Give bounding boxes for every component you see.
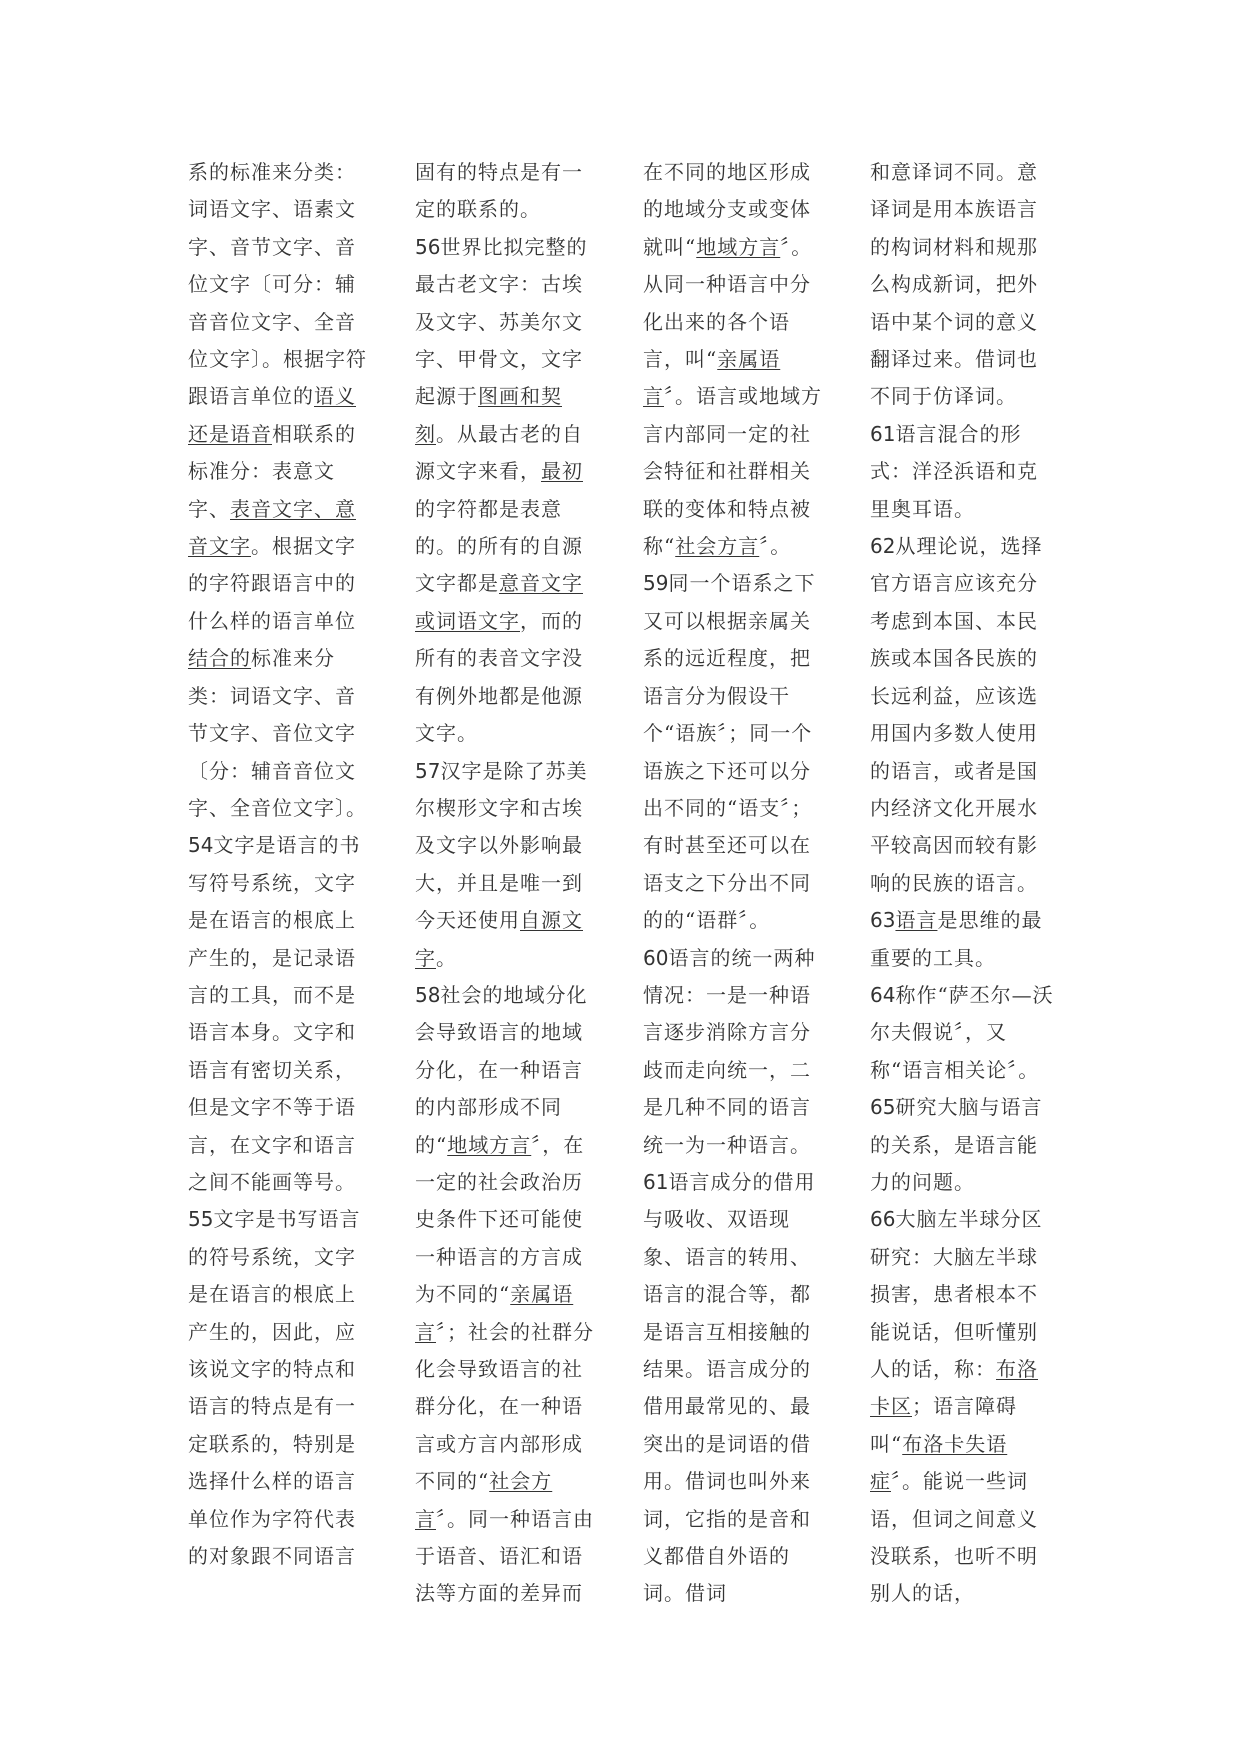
paragraph-text: 语言成分的借用与吸收、双语现象、语言的转用、语言的混合等，都是语言互相接触的结果。语言成分的借用最常见的、最突出的是词语的借用。借词也叫外来词，它指的是音和义都借自外语的词。借词 <box>643 1169 816 1606</box>
item-number: 58 <box>415 982 441 1007</box>
paragraph-text: 从理论说，选择官方语言应该充分考虑到本国、本民族或本国各民族的长远利益，应该选用国内多数人使用的语言，或者是国内经济文化开展水平较高因而较有影响的民族的语言。 <box>870 534 1043 895</box>
paragraph-text: 。从最古老的自源文字来看， <box>415 421 583 484</box>
paragraph-text: 大脑左半球分区研究：大脑左半球损害，患者根本不能说话，但听懂别人的话，称： <box>870 1207 1043 1381</box>
paragraph-text: ；语言障碍叫“ <box>870 1394 1017 1456</box>
paragraph-text: 〞。 <box>759 534 792 559</box>
paragraph-text: 〞。语言或地域方言内部同一定的社会特征和社群相关联的变体和特点被称“ <box>643 384 822 559</box>
text-column-4 <box>870 154 1056 1613</box>
paragraph-text: 〞。从同一种语言中分化出来的各个语言，叫“ <box>643 234 813 372</box>
underlined-term: 社会方言 <box>415 1469 553 1531</box>
paragraph-text: 世界比拟完整的最古老文字：古埃及文字、苏美尔文字、甲骨文，文字起源于 <box>415 234 588 409</box>
underlined-term: 地域方言 <box>696 234 781 259</box>
paragraph-text: 系的标准来分类：词语文字、语素文字、音节文字、音位文字〔可分：辅音音位文字、全音位文字〕。根据字符跟语言单位的 <box>188 160 367 409</box>
item-number: 63 <box>870 908 896 933</box>
item-number: 55 <box>188 1207 214 1232</box>
text-column-2 <box>415 154 601 1613</box>
item-number: 64 <box>870 982 896 1007</box>
underlined-term: 意音文字或词语文字 <box>415 571 583 633</box>
paragraph-text: 。根据文字的字符跟语言中的什么样的语言单位 <box>188 534 356 633</box>
paragraph-text: 文字是书写语言的符号系统，文字是在语言的根底上产生的，因此，应该说文字的特点和语言的特点是有一定联系的，特别是选择什么样的语言单位作为字符代表的对象跟不同语言 <box>188 1207 361 1569</box>
underlined-term: 语义还是语音 <box>188 384 356 446</box>
paragraph-text: 的字符都是表意的。的所有的自源文字都是 <box>415 496 583 596</box>
item-number: 62 <box>870 534 896 559</box>
paragraph-text: 〞；社会的社群分化会导致语言的社群分化，在一种语言或方言内部形成不同的“ <box>415 1319 594 1494</box>
underlined-term: 亲属语言 <box>643 347 781 409</box>
underlined-term: 结合的 <box>188 646 251 671</box>
underlined-term: 布洛卡失语症 <box>870 1431 1008 1494</box>
paragraph-text: 。 <box>436 945 457 970</box>
item-number: 66 <box>870 1207 896 1232</box>
underlined-term: 最初 <box>541 459 583 484</box>
paragraph-text: 语言的统一两种情况：一是一种语言逐步消除方言分歧而走向统一，二是几种不同的语言统一为一种语言。 <box>643 945 816 1157</box>
underlined-term: 图画和契刻 <box>415 384 562 446</box>
paragraph-text: 标准来分类：词语文字、音节文字、音位文字〔分：辅音音位文字、全音位文字〕。 <box>188 646 367 820</box>
underlined-term: 表音文字、意音文字 <box>188 496 356 559</box>
paragraph-text: ，而的所有的表音文字没有例外地都是他源文字。 <box>415 608 583 746</box>
paragraph-text: 〞。能说一些词语，但词之间意义没联系，也听不明别人的话， <box>870 1469 1038 1606</box>
underlined-term: 地域方言 <box>447 1132 532 1157</box>
text-column-3 <box>643 154 829 1613</box>
item-number: 54 <box>188 833 214 858</box>
paragraph-text: 〞。同一种语言由于语音、语汇和语法等方面的差异而 <box>415 1506 594 1606</box>
paragraph-text: 相联系的标准分：表意文字、 <box>188 421 356 521</box>
paragraph-text: 同一个语系之下又可以根据亲属关系的远近程度，把语言分为假设干个“语族〞；同一个语族之下还可以分出不同的“语支〞；有时甚至还可以在语支之下分出不同的的“语群〞。 <box>643 571 816 933</box>
underlined-term: 自源文字 <box>415 908 583 970</box>
underlined-term: 布洛卡区 <box>870 1357 1038 1419</box>
item-number: 59 <box>643 571 669 596</box>
item-number: 60 <box>643 945 669 970</box>
paragraph-text: 语言混合的形式：洋泾浜语和克里奥耳语。 <box>870 421 1038 521</box>
item-number: 56 <box>415 234 441 259</box>
paragraph-text: 和意译词不同。意译词是用本族语言的构词材料和规那么构成新词，把外语中某个词的意义翻译过来。借词也不同于仿译词。 <box>870 160 1038 409</box>
paragraph-text: 是思维的最重要的工具。 <box>870 908 1043 970</box>
paragraph-text: 社会的地域分化会导致语言的地域分化，在一种语言的内部形成不同的“ <box>415 982 588 1157</box>
item-number: 61 <box>870 421 896 446</box>
paragraph-text: 称作“萨丕尔—沃尔夫假说〞，又称“语言相关论〞。 <box>870 982 1054 1082</box>
paragraph-text: 汉字是除了苏美尔楔形文字和古埃及文字以外影响最大，并且是唯一到今天还使用 <box>415 758 588 933</box>
paragraph-text: 文字是语言的书写符号系统，文字是在语言的根底上产生的，是记录语言的工具，而不是语言本身。文字和语言有密切关系，但是文字不等于语言，在文字和语言之间不能画等号。 <box>188 833 361 1194</box>
paragraph-text: 研究大脑与语言的关系，是语言能力的问题。 <box>870 1095 1043 1194</box>
item-number: 61 <box>643 1169 669 1194</box>
paragraph-text: 〞，在一定的社会政治历史条件下还可能使一种语言的方言成为不同的“ <box>415 1132 585 1307</box>
underlined-term: 亲属语言 <box>415 1282 574 1344</box>
text-column-1 <box>188 154 374 1575</box>
paragraph-text: 在不同的地区形成的地域分支或变体就叫“ <box>643 160 811 259</box>
paragraph-text: 固有的特点是有一定的联系的。 <box>415 160 583 222</box>
item-number: 57 <box>415 758 441 783</box>
underlined-term: 语言 <box>895 908 938 933</box>
item-number: 65 <box>870 1095 896 1120</box>
underlined-term: 社会方言 <box>675 534 760 559</box>
